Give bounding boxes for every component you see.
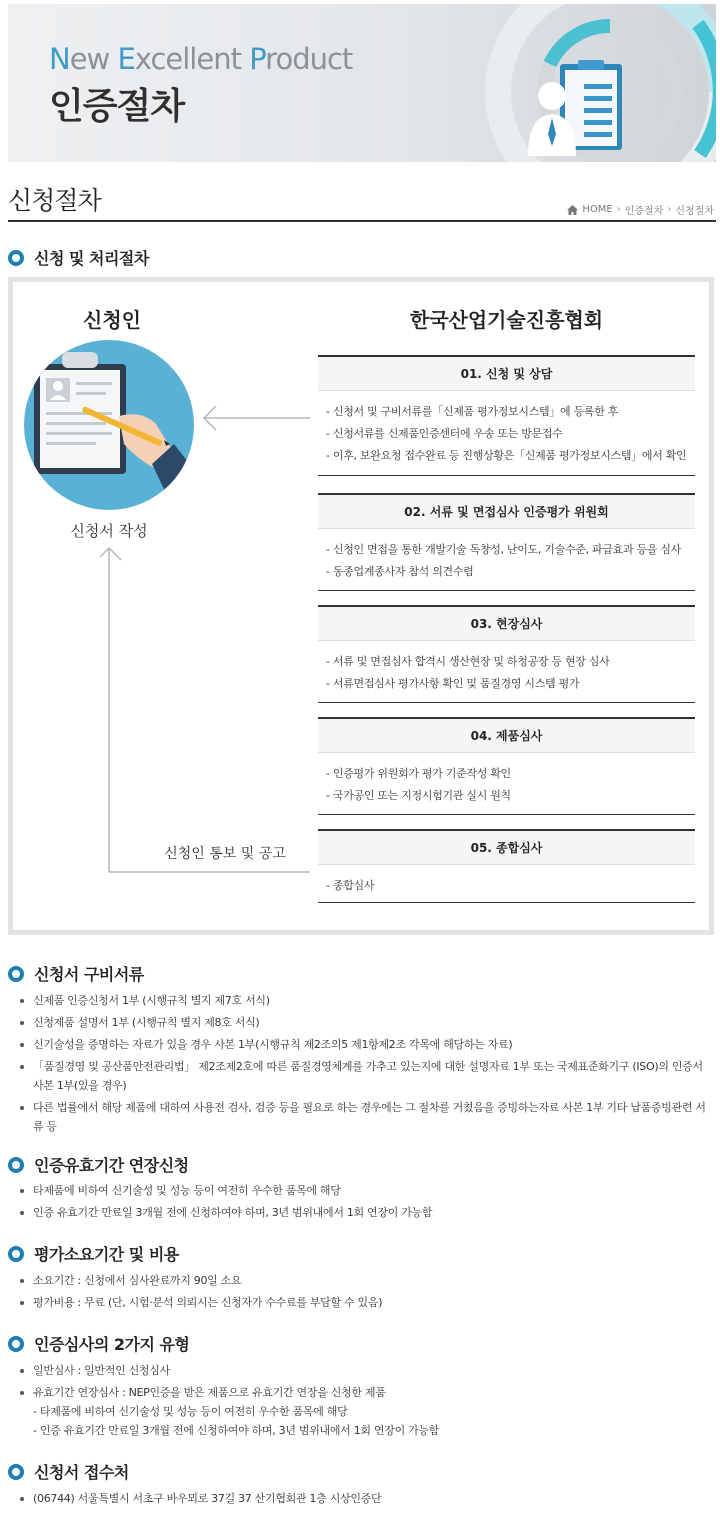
section-heading-review-types: 인증심사의 2가지 유형 (8, 1332, 189, 1355)
extension-list (20, 1181, 715, 1225)
step-item: - 종합심사 (326, 879, 375, 892)
step-item: - 국가공인 또는 지정시험기관 실시 원칙 (326, 789, 511, 802)
process-step-3 (318, 605, 695, 703)
banner-korean-title: 인증절차 (49, 86, 185, 127)
list-item: 인증 유효기간 만료일 3개월 전에 신청하여야 하며, 3년 범위내에서 1회 연장이 가능함 (20, 1203, 715, 1222)
flow-arrows (100, 400, 315, 875)
ring-bullet-icon (8, 1336, 24, 1352)
banner-english-title: New Excellent Product (49, 42, 353, 76)
list-item: 유효기간 연장심사 : NEP인증을 받은 제품으로 유효기간 연장을 신청한 제품 - 타제품에 비하여 신기술성 및 성능 등이 여전히 우수한 품목에 해당 - 인증 유효기간 만료일 3개월 전에 신청하여야 하며, 3년 범위내에서 1회 연장이 가능함 (20, 1383, 715, 1440)
title-divider (8, 220, 716, 222)
home-icon (567, 205, 578, 215)
ring-bullet-icon (8, 1157, 24, 1173)
step-item: - 서류면접심사 평가사항 확인 및 품질경영 시스템 평가 (326, 677, 580, 690)
chevron-right-icon: › (667, 204, 672, 215)
list-item: 일반심사 : 일반적인 신청심사 (20, 1361, 715, 1380)
list-item: 타제품에 비하여 신기술성 및 성능 등이 여전히 우수한 품목에 해당 (20, 1181, 715, 1200)
list-item: 신기술성을 증명하는 자료가 있을 경우 사본 1부(시행규칙 제2조의5 제1항제2조 각목에 해당하는 자료) (20, 1035, 715, 1054)
section-heading-period-cost: 평가소요기간 및 비용 (8, 1242, 179, 1265)
page-title: 신청절차 (8, 186, 101, 215)
step-item: - 인증평가 위원회가 평가 기준작성 확인 (326, 767, 511, 780)
process-step-1 (318, 355, 695, 476)
ring-bullet-icon (8, 250, 24, 266)
notification-label: 신청인 통보 및 공고 (164, 846, 286, 862)
review-types-list (20, 1361, 715, 1443)
step-item: - 서류 및 면접심사 합격시 생산현장 및 하청공장 등 현장 심사 (326, 655, 610, 668)
ring-bullet-icon (8, 1246, 24, 1262)
ring-bullet-icon (8, 966, 24, 982)
breadcrumb (567, 202, 714, 217)
list-item: 다른 법률에서 해당 제품에 대하여 사용전 검사, 검증 등을 필요로 하는 경우에는 그 절차를 거쳤음을 증빙하는자료 사본 1부 기타 납품증빙관련 서류 등 (20, 1098, 715, 1136)
list-item: 소요기간 : 신청에서 심사완료까지 90일 소요 (20, 1271, 715, 1290)
step-title: 05. 종합심사 (318, 829, 695, 865)
period-cost-list (20, 1271, 715, 1315)
step-item: - 이후, 보완요청 접수완료 등 진행상황은「신제품 평가정보시스템」에서 확인 (326, 449, 687, 462)
submission-list (20, 1489, 715, 1511)
step-title: 02. 서류 및 면접심사 인증평가 위원회 (318, 493, 695, 529)
section-heading-process: 신청 및 처리절차 (8, 246, 149, 269)
process-step-5 (318, 829, 695, 903)
list-item: (06744) 서울특별시 서초구 바우뫼로 37길 37 산기협회관 1층 시상인증단 (20, 1489, 715, 1508)
step-title: 01. 신청 및 상담 (318, 355, 695, 391)
list-item: 평가비용 : 무료 (단, 시험·분석 의뢰시는 신청자가 수수료를 부담할 수 있음) (20, 1293, 715, 1312)
chevron-right-icon: › (616, 204, 621, 215)
list-item: 「품질경영 및 공산품안전관리법」 제2조제2호에 따른 품질경영체계를 가추고 있는지에 대한 설명자료 1부 또는 국제표준화기구 (ISO)의 인증서 사본 1부(있을 경우) (20, 1057, 715, 1095)
hero-banner (8, 4, 716, 162)
step-title: 03. 현장심사 (318, 605, 695, 641)
step-title: 04. 제품심사 (318, 717, 695, 753)
list-item: 신청제품 설명서 1부 (시행규칙 별지 제8호 서식) (20, 1013, 715, 1032)
step-item: - 신청서 및 구비서류를「신제품 평가정보시스템」에 등록한 후 (326, 405, 619, 418)
breadcrumb-certification[interactable]: 인증절차 (624, 206, 664, 217)
documents-list (20, 991, 715, 1139)
step-item: - 신청인 면접을 통한 개발기술 독창성, 난이도, 기술수준, 파급효과 등을 심사 (326, 543, 682, 556)
step-item: - 신청서류를 신제품인증센터에 우송 또는 방문접수 (326, 427, 563, 440)
applicant-title: 신청인 (83, 308, 141, 332)
section-heading-documents: 신청서 구비서류 (8, 962, 144, 985)
list-item: 신제품 인증신청서 1부 (시행규칙 별지 제7호 서식) (20, 991, 715, 1010)
applicant-caption: 신청서 작성 (70, 522, 148, 540)
section-heading-submission: 신청서 접수처 (8, 1460, 129, 1483)
ring-bullet-icon (8, 1464, 24, 1480)
process-step-2 (318, 493, 695, 591)
process-step-4 (318, 717, 695, 815)
step-item: - 동종업계종사자 참석 의견수렴 (326, 565, 474, 578)
breadcrumb-current: 신청절차 (675, 206, 714, 217)
clipboard-person-illustration (460, 4, 716, 162)
organization-title: 한국산업기술진흥협회 (409, 308, 604, 332)
section-heading-extension: 인증유효기간 연장신청 (8, 1153, 189, 1176)
breadcrumb-home[interactable]: HOME (582, 204, 613, 215)
